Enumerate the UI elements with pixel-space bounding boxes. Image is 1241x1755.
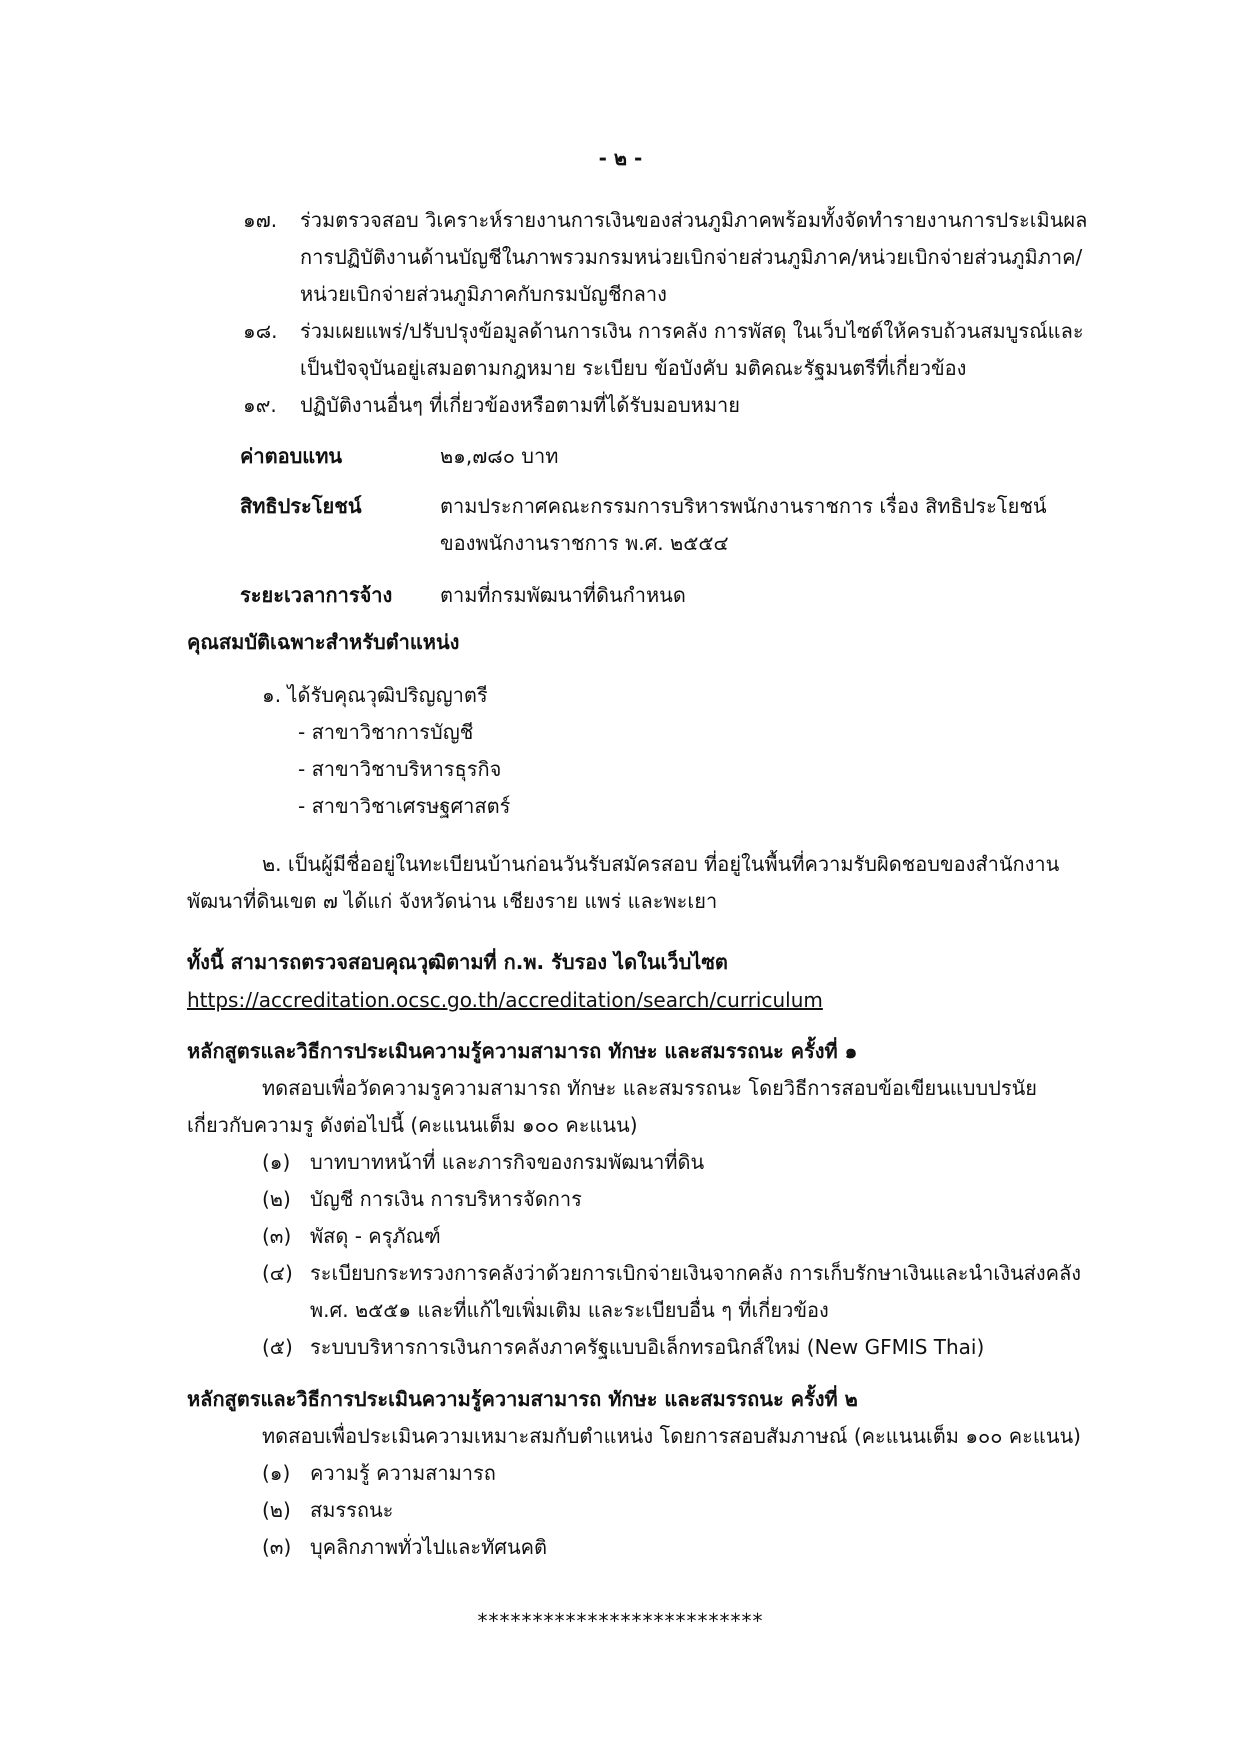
round-1-topic-2-number: (๒) xyxy=(262,1187,291,1211)
round-1-topic-5: ระบบบริหารการเงินการคลังภาครัฐแบบอิเล็กทรอนิกส์ใหม่ (New GFMIS Thai) xyxy=(310,1335,985,1359)
compensation-value: ๒๑,๗๘๐ บาท xyxy=(440,444,559,468)
round-2-topic-1-number: (๑) xyxy=(262,1461,291,1485)
round-2-topic-2-number: (๒) xyxy=(262,1498,291,1522)
round-1-topic-3-number: (๓) xyxy=(262,1224,292,1248)
duty-19-number: ๑๙. xyxy=(243,393,277,417)
qualifications-heading: คุณสมบัติเฉพาะสำหรับตำแหน่ง xyxy=(187,630,460,654)
round-1-heading: หลักสูตรและวิธีการประเมินความรู้ความสามารถ ทักษะ และสมรรถนะ ครั้งที่ ๑ xyxy=(187,1039,858,1063)
round-1-topic-2: บัญชี การเงิน การบริหารจัดการ xyxy=(310,1187,582,1211)
benefits-label: สิทธิประโยชน์ xyxy=(240,494,362,518)
duty-17-line-1: ร่วมตรวจสอบ วิเคราะห์รายงานการเงินของส่วนภูมิภาคพร้อมทั้งจัดทำรายงานการประเมินผล xyxy=(300,208,1088,232)
round-1-topic-4-line-2: พ.ศ. ๒๕๕๑ และที่แก้ไขเพิ่มเติม และระเบียบอื่น ๆ ที่เกี่ยวข้อง xyxy=(310,1298,829,1322)
benefits-line-2: ของพนักงานราชการ พ.ศ. ๒๕๕๔ xyxy=(440,531,729,555)
employment-period-label: ระยะเวลาการจ้าง xyxy=(240,583,393,607)
duty-18-line-1: ร่วมเผยแพร่/ปรับปรุงข้อมูลด้านการเงิน การคลัง การพัสดุ ในเว็บไซต์ให้ครบถ้วนสมบูรณ์และ xyxy=(300,319,1084,343)
duty-17-line-3: หน่วยเบิกจ่ายส่วนภูมิภาคกับกรมบัญชีกลาง xyxy=(300,282,667,306)
duty-17-number: ๑๗. xyxy=(243,208,278,232)
qualification-major-1: - สาขาวิชาการบัญชี xyxy=(298,720,474,744)
qualification-major-2: - สาขาวิชาบริหารธุรกิจ xyxy=(298,757,502,781)
qualification-2-line-1: ๒. เป็นผู้มีชื่ออยู่ในทะเบียนบ้านก่อนวันรับสมัครสอบ ที่อยู่ในพื้นที่ความรับผิดชอบของสำนักงาน xyxy=(262,852,1060,876)
round-2-topic-2: สมรรถนะ xyxy=(310,1498,394,1522)
duty-18-line-2: เป็นปัจจุบันอยู่เสมอตามกฎหมาย ระเบียบ ข้อบังคับ มติคณะรัฐมนตรีที่เกี่ยวข้อง xyxy=(300,356,967,380)
round-2-topic-3: บุคลิกภาพทั่วไปและทัศนคติ xyxy=(310,1535,548,1559)
verification-note: ทั้งนี้ สามารถตรวจสอบคุณวุฒิตามที่ ก.พ. รับรอง ไดในเว็บไซต xyxy=(187,950,728,974)
accreditation-link[interactable]: https://accreditation.ocsc.go.th/accreditation/search/curriculum xyxy=(187,988,823,1012)
round-1-intro-line-2: เกี่ยวกับความรู ดังต่อไปนี้ (คะแนนเต็ม ๑๐๐ คะแนน) xyxy=(187,1113,638,1137)
round-1-topic-1-number: (๑) xyxy=(262,1150,291,1174)
end-separator: ************************** xyxy=(477,1609,764,1633)
qualification-1: ๑. ได้รับคุณวุฒิปริญญาตรี xyxy=(262,683,488,707)
duty-18-number: ๑๘. xyxy=(243,319,278,343)
round-1-topic-1: บาทบาทหน้าที่ และภารกิจของกรมพัฒนาที่ดิน xyxy=(310,1150,705,1174)
page-number: - ๒ - xyxy=(598,146,643,170)
duty-17-line-2: การปฏิบัติงานด้านบัญชีในภาพรวมกรมหน่วยเบิกจ่ายส่วนภูมิภาค/หน่วยเบิกจ่ายส่วนภูมิภาค/ xyxy=(300,245,1083,269)
duty-19-line-1: ปฏิบัติงานอื่นๆ ที่เกี่ยวข้องหรือตามที่ได้รับมอบหมาย xyxy=(300,393,740,417)
round-2-topic-1: ความรู้ ความสามารถ xyxy=(310,1461,496,1485)
qualification-major-3: - สาขาวิชาเศรษฐศาสตร์ xyxy=(298,794,511,818)
round-2-topic-3-number: (๓) xyxy=(262,1535,292,1559)
compensation-label: ค่าตอบแทน xyxy=(240,444,343,468)
round-2-intro: ทดสอบเพื่อประเมินความเหมาะสมกับตำแหน่ง โดยการสอบสัมภาษณ์ (คะแนนเต็ม ๑๐๐ คะแนน) xyxy=(262,1424,1081,1448)
round-2-heading: หลักสูตรและวิธีการประเมินความรู้ความสามารถ ทักษะ และสมรรถนะ ครั้งที่ ๒ xyxy=(187,1387,858,1411)
round-1-topic-5-number: (๕) xyxy=(262,1335,293,1359)
qualification-2-line-2: พัฒนาที่ดินเขต ๗ ได้แก่ จังหวัดน่าน เชียงราย แพร่ และพะเยา xyxy=(187,889,718,913)
benefits-line-1: ตามประกาศคณะกรรมการบริหารพนักงานราชการ เรื่อง สิทธิประโยชน์ xyxy=(440,494,1047,518)
round-1-topic-3: พัสดุ - ครุภัณฑ์ xyxy=(310,1224,441,1248)
round-1-intro-line-1: ทดสอบเพื่อวัดความรูความสามารถ ทักษะ และสมรรถนะ โดยวิธีการสอบข้อเขียนแบบปรนัย xyxy=(262,1076,1037,1100)
round-1-topic-4-number: (๔) xyxy=(262,1261,293,1285)
employment-period-value: ตามที่กรมพัฒนาที่ดินกำหนด xyxy=(440,583,686,607)
round-1-topic-4-line-1: ระเบียบกระทรวงการคลังว่าด้วยการเบิกจ่ายเงินจากคลัง การเก็บรักษาเงินและนำเงินส่งคลัง xyxy=(310,1261,1082,1285)
